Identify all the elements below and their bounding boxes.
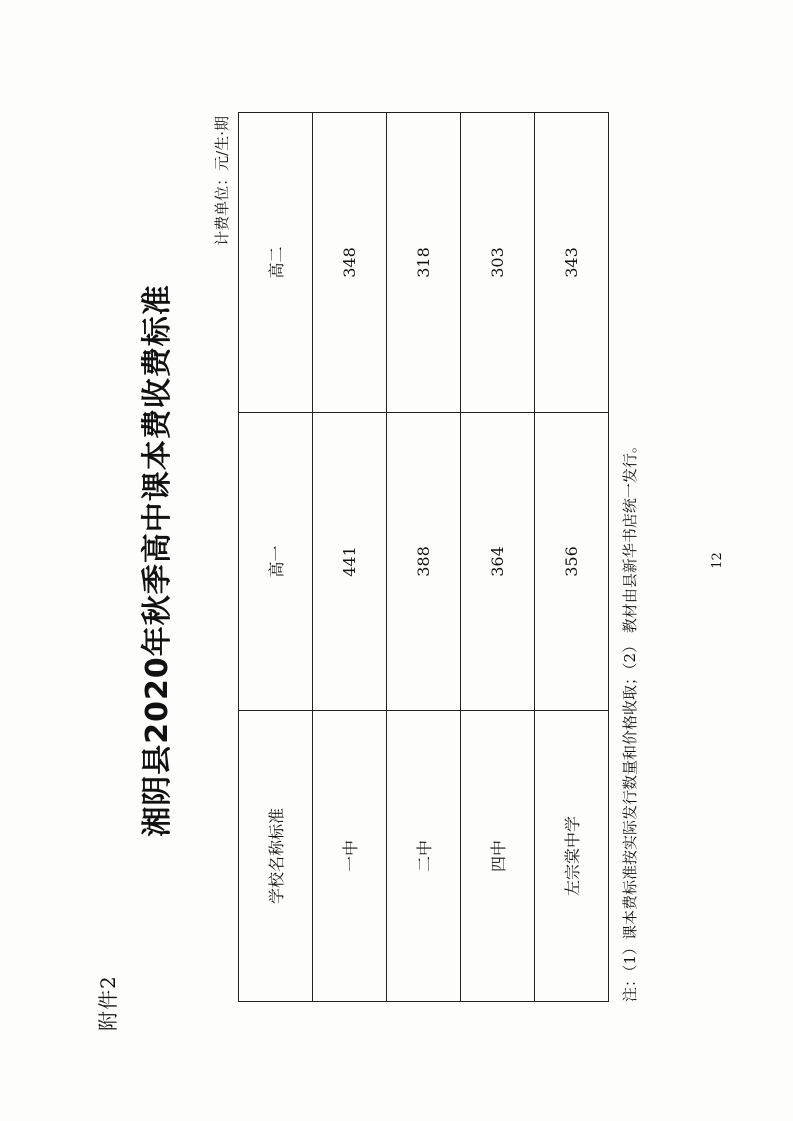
school-name-cell: 二中 — [387, 711, 461, 1002]
unit-note: 计费单位：元/生·期 — [213, 116, 231, 246]
page-title: 湘阴县2020年秋季高中课本费收费标准 — [140, 284, 175, 837]
grade2-fee-cell: 343 — [535, 113, 609, 413]
attachment-label: 附件2 — [96, 975, 120, 1031]
header-grade2: 高二 — [239, 113, 313, 413]
grade1-fee-cell: 441 — [313, 413, 387, 711]
grade1-fee-cell: 364 — [461, 413, 535, 711]
fee-table — [238, 112, 609, 1002]
school-name-cell: 四中 — [461, 711, 535, 1002]
grade1-fee-cell: 388 — [387, 413, 461, 711]
header-grade1: 高一 — [239, 413, 313, 711]
table-row — [535, 113, 609, 1002]
school-name-cell: 一中 — [313, 711, 387, 1002]
grade2-fee-cell: 303 — [461, 113, 535, 413]
header-school: 学校名称标准 — [239, 711, 313, 1002]
table-row — [387, 113, 461, 1002]
page-number: 12 — [710, 552, 725, 569]
table-header-row — [239, 113, 313, 1002]
table-row — [461, 113, 535, 1002]
footnote: 注：（1）课本费标准按实际发行数量和价格收取；（2） 教材由县新华书店统一发行。 — [621, 438, 639, 1002]
grade1-fee-cell: 356 — [535, 413, 609, 711]
grade2-fee-cell: 318 — [387, 113, 461, 413]
grade2-fee-cell: 348 — [313, 113, 387, 413]
table-row — [313, 113, 387, 1002]
school-name-cell: 左宗棠中学 — [535, 711, 609, 1002]
